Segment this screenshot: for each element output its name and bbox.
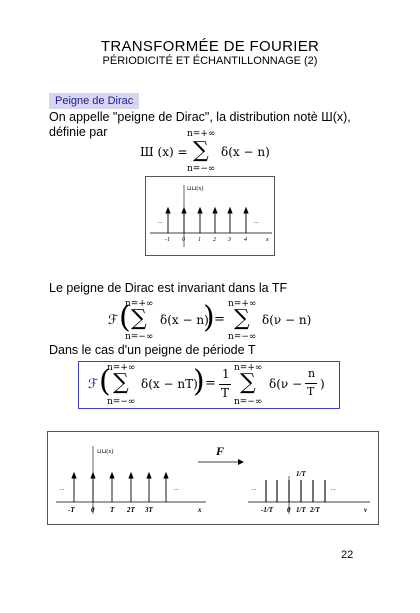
tick-label: 0 xyxy=(182,237,185,243)
sum-symbol: ∑ xyxy=(193,138,209,163)
peak-height-label: 1/T xyxy=(296,470,306,478)
tick-label: 4 xyxy=(244,237,247,243)
impulse-arrow xyxy=(129,473,133,478)
tick-label: 0 xyxy=(287,506,291,514)
impulse-arrow xyxy=(147,473,151,478)
right-axis-label: ν xyxy=(364,506,368,514)
paragraph-line: définie par xyxy=(49,125,108,139)
sum-symbol: ∑ xyxy=(113,370,129,395)
dirac-comb-plot xyxy=(146,177,276,257)
left-function-label: ⊔⊔(x) xyxy=(97,449,114,455)
equation-box-period-t xyxy=(78,361,340,409)
paren-close: ) xyxy=(203,300,215,335)
paragraph-line: On appelle "peigne de Dirac", la distribution notè Ш(x), xyxy=(49,110,351,124)
impulse-arrow xyxy=(110,473,114,478)
sum-lower-limit: n=−∞ xyxy=(187,164,216,174)
paragraph-invariance: Le peigne de Dirac est invariant dans la TF xyxy=(49,281,288,295)
ellipsis: ... xyxy=(60,486,65,492)
page-number: 22 xyxy=(341,549,354,561)
transform-label: F xyxy=(216,444,225,458)
tf-period-inner: δ(x − nT) xyxy=(141,377,198,391)
sum-upper-limit: n=+∞ xyxy=(234,363,263,373)
fourier-operator: ℱ xyxy=(108,313,119,328)
rhs-fraction-denominator: T xyxy=(307,385,315,398)
tf-rhs-term: δ(ν − n) xyxy=(262,313,312,327)
sum-lower-limit: n=−∞ xyxy=(107,397,136,407)
ellipsis: ... xyxy=(174,486,179,492)
tick-label: -T xyxy=(68,506,75,514)
equation-tf-invariance xyxy=(108,298,338,344)
ellipsis: ... xyxy=(252,486,257,492)
dirac-impulses xyxy=(166,208,248,233)
paren-close: ) xyxy=(193,364,205,399)
impulse-arrow xyxy=(166,208,170,213)
impulse-arrow xyxy=(198,208,202,213)
sum-lower-limit: n=−∞ xyxy=(234,397,263,407)
equals-sign: = xyxy=(205,376,216,391)
sum-symbol: ∑ xyxy=(131,306,147,331)
sum-symbol: ∑ xyxy=(240,370,256,395)
impulse-arrow xyxy=(72,473,76,478)
figure-comb-transform xyxy=(47,431,379,525)
sum-lower-limit: n=−∞ xyxy=(228,332,257,342)
tick-label: 2/T xyxy=(310,506,320,514)
tick-label: 1/T xyxy=(296,506,306,514)
sum-upper-limit: n=+∞ xyxy=(107,363,136,373)
axis-label-x: x xyxy=(266,237,269,243)
slide-subtitle: PÉRIODICITÉ ET ÉCHANTILLONNAGE (2) xyxy=(102,55,318,67)
paren-open: ( xyxy=(119,300,131,335)
tick-label: 0 xyxy=(91,506,95,514)
fourier-operator: ℱ xyxy=(88,377,99,392)
fraction-bar xyxy=(219,384,231,385)
paragraph-definition xyxy=(49,110,389,140)
rhs-fraction-numerator: n xyxy=(308,367,316,380)
sum-lower-limit: n=−∞ xyxy=(125,332,154,342)
tick-label: -1 xyxy=(165,237,170,243)
sum-upper-limit: n=+∞ xyxy=(228,299,257,309)
impulse-arrow xyxy=(228,208,232,213)
impulse-arrow xyxy=(182,208,186,213)
sum-symbol: ∑ xyxy=(234,306,250,331)
tick-label: 2T xyxy=(127,506,135,514)
function-label: ⊔⊔(x) xyxy=(187,186,204,192)
tf-period-rhs: δ(ν − xyxy=(269,377,303,391)
fraction-numerator: 1 xyxy=(222,367,230,381)
impulse-arrow xyxy=(91,473,95,478)
equation-definition-lhs: Ш (x) = xyxy=(140,145,188,159)
equation-definition-rhs: δ(x − n) xyxy=(221,145,270,159)
sum-upper-limit: n=+∞ xyxy=(187,129,216,139)
figure-dirac-comb xyxy=(145,176,275,256)
tick-label: 2 xyxy=(213,237,216,243)
rhs-fraction-bar xyxy=(305,383,317,384)
rhs-close-paren: ) xyxy=(320,377,325,391)
tick-label: 1 xyxy=(198,237,201,243)
impulse-arrow xyxy=(213,208,217,213)
tf-inner-term: δ(x − n) xyxy=(160,313,209,327)
sum-upper-limit: n=+∞ xyxy=(125,299,154,309)
section-heading: Peigne de Dirac xyxy=(49,93,139,109)
slide-title: TRANSFORMÉE DE FOURIER xyxy=(100,38,320,55)
ellipsis-left: ... xyxy=(158,219,163,225)
ellipsis: ... xyxy=(331,486,336,492)
left-impulses xyxy=(72,473,168,502)
tick-label: -1/T xyxy=(261,506,274,514)
fraction-denominator: T xyxy=(221,386,230,400)
impulse-arrow xyxy=(164,473,168,478)
impulse-arrow xyxy=(244,208,248,213)
paragraph-period: Dans le cas d'un peigne de période T xyxy=(49,343,256,357)
ellipsis-right: ... xyxy=(254,219,259,225)
comb-transform-plot xyxy=(48,432,380,526)
paren-open: ( xyxy=(99,364,111,399)
right-lines xyxy=(266,480,325,502)
transform-arrow-head xyxy=(238,459,244,465)
tick-label: 3T xyxy=(145,506,153,514)
tick-label: 3 xyxy=(228,237,231,243)
equals-sign: = xyxy=(214,312,225,327)
tick-label: T xyxy=(110,506,115,514)
left-axis-label: x xyxy=(198,506,202,514)
